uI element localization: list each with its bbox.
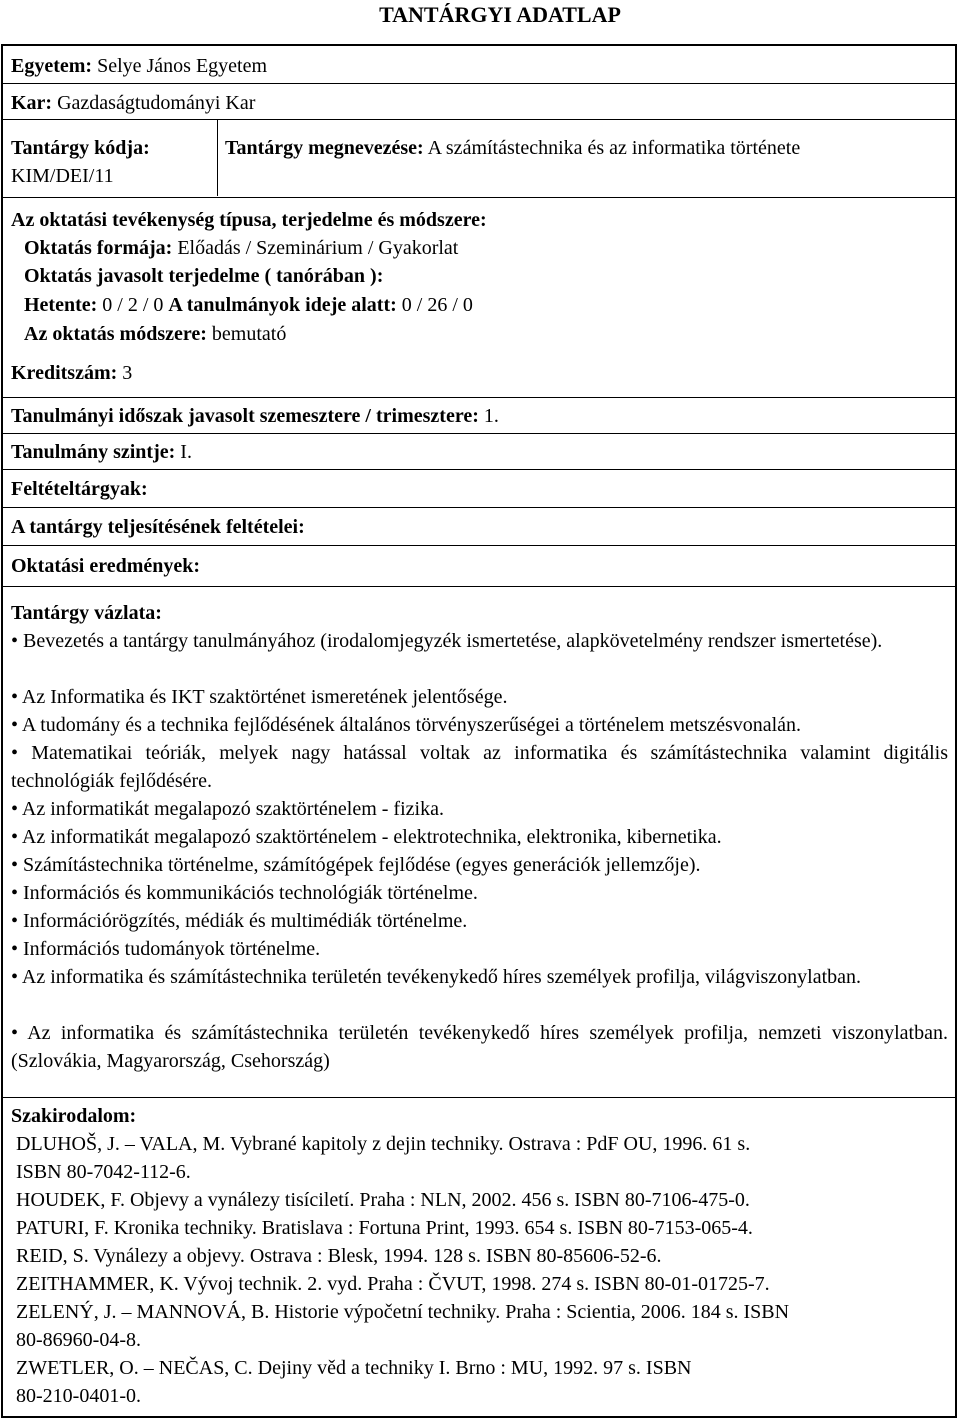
university-label: Egyetem: bbox=[11, 55, 93, 77]
outline-item: • Számítástechnika történelme, számítógépek fejlődése (egyes generációk jellemzője). bbox=[11, 854, 701, 876]
column-divider bbox=[217, 120, 218, 196]
course-name-field bbox=[225, 134, 800, 162]
faculty-label: Kar: bbox=[11, 92, 53, 114]
completion-label: A tantárgy teljesítésének feltételei: bbox=[11, 516, 305, 538]
course-code-value: KIM/DEI/11 bbox=[11, 165, 114, 187]
outcomes-label: Oktatási eredmények: bbox=[11, 555, 201, 577]
university-row bbox=[3, 46, 955, 84]
semester-field: Tanulmányi időszak javasolt szemesztere / trimesztere: 1. bbox=[11, 405, 499, 427]
reference-line: REID, S. Vynálezy a objevy. Ostrava : Blesk, 1994. 128 s. ISBN 80-85606-52-6. bbox=[16, 1245, 662, 1267]
outcomes-row bbox=[3, 546, 955, 587]
outline-section bbox=[3, 587, 955, 1098]
outline-item: • Az informatika és számítástechnika területén tevékenykedő híres személyek profilja, világviszonylatban. bbox=[11, 966, 862, 988]
completion-row bbox=[3, 508, 955, 546]
course-sheet-table bbox=[1, 44, 957, 1418]
outline-item: • A tudomány és a technika fejlődésének általános törvényszerűségei a történelem metszésvonalán. bbox=[11, 714, 802, 736]
level-row bbox=[3, 434, 955, 470]
credits-field: Kreditszám: 3 bbox=[11, 362, 133, 384]
reference-line: ZWETLER, O. – NEČAS, C. Dejiny věd a techniky I. Brno : MU, 1992. 97 s. ISBN bbox=[16, 1357, 692, 1379]
outline-item: • Matematikai teóriák, melyek nagy hatással voltak az informatika és számítástechnika valamint digitális technológiák fejlődésére. bbox=[11, 742, 948, 792]
course-name-value: A számítástechnika és az informatika története bbox=[427, 137, 801, 159]
reference-line: 80-210-0401-0. bbox=[16, 1385, 141, 1407]
reference-line: ISBN 80-7042-112-6. bbox=[16, 1161, 191, 1183]
teaching-hours: Hetente: 0 / 2 / 0 A tanulmányok ideje alatt: 0 / 26 / 0 bbox=[24, 294, 473, 316]
course-code-field bbox=[11, 134, 211, 190]
reference-line: 80-86960-04-8. bbox=[16, 1329, 141, 1351]
outline-item: • Az informatikát megalapozó szaktörténelem - elektrotechnika, elektronika, kibernetika. bbox=[11, 826, 722, 848]
outline-item: • Információs tudományok történelme. bbox=[11, 938, 321, 960]
reference-line: ZEITHAMMER, K. Vývoj technik. 2. vyd. Praha : ČVUT, 1998. 274 s. ISBN 80-01-01725-7. bbox=[16, 1273, 770, 1295]
outline-item: • Az informatikát megalapozó szaktörténelem - fizika. bbox=[11, 798, 444, 820]
outline-label: Tantárgy vázlata: bbox=[11, 602, 162, 624]
faculty-field bbox=[11, 89, 255, 117]
outline-item: • Az informatika és számítástechnika területén tevékenykedő híres személyek profilja, nemzeti viszonylatban. (Szlovákia, Magyarország, Csehország) bbox=[11, 1022, 948, 1072]
teaching-form: Oktatás formája: Előadás / Szeminárium / Gyakorlat bbox=[24, 237, 459, 259]
university-field bbox=[11, 52, 267, 80]
reference-line: HOUDEK, F. Objevy a vynálezy tisíciletí. Praha : NLN, 2002. 456 s. ISBN 80-7106-475-0. bbox=[16, 1189, 750, 1211]
faculty-value: Gazdaságtudományi Kar bbox=[57, 92, 256, 114]
faculty-row bbox=[3, 84, 955, 120]
level-field: Tanulmány szintje: I. bbox=[11, 441, 192, 463]
literature-label: Szakirodalom: bbox=[11, 1105, 137, 1127]
teaching-heading: Az oktatási tevékenység típusa, terjedelme és módszere: bbox=[11, 209, 487, 231]
teaching-block bbox=[3, 198, 955, 398]
reference-line: DLUHOŠ, J. – VALA, M. Vybrané kapitoly z dejin techniky. Ostrava : PdF OU, 1996. 61 s. bbox=[16, 1133, 751, 1155]
document-title: TANTÁRGYI ADATLAP bbox=[379, 2, 621, 27]
semester-row bbox=[3, 398, 955, 434]
reference-line: ZELENÝ, J. – MANNOVÁ, B. Historie výpočetní techniky. Praha : Scientia, 2006. 184 s. ISBN bbox=[16, 1301, 790, 1323]
course-name-label: Tantárgy megnevezése: bbox=[225, 137, 424, 159]
prerequisites-label: Feltételtárgyak: bbox=[11, 478, 148, 500]
outline-item: • Bevezetés a tantárgy tanulmányához (irodalomjegyzék ismertetése, alapkövetelmény rendszer ismertetése). bbox=[11, 630, 883, 652]
course-code-label: Tantárgy kódja: bbox=[11, 137, 150, 159]
outline-item: • Információrögzítés, médiák és multimédiák történelme. bbox=[11, 910, 468, 932]
university-value: Selye János Egyetem bbox=[97, 55, 268, 77]
reference-line: PATURI, F. Kronika techniky. Bratislava : Fortuna Print, 1993. 654 s. ISBN 80-7153-065-4. bbox=[16, 1217, 753, 1239]
teaching-scope: Oktatás javasolt terjedelme ( tanórában ): bbox=[24, 265, 384, 287]
prerequisites-row bbox=[3, 470, 955, 508]
teaching-method: Az oktatás módszere: bemutató bbox=[24, 323, 287, 345]
outline-item: • Az Informatika és IKT szaktörténet ismeretének jelentősége. bbox=[11, 686, 508, 708]
course-id-row bbox=[3, 120, 955, 198]
outline-item: • Információs és kommunikációs technológiák történelme. bbox=[11, 882, 478, 904]
